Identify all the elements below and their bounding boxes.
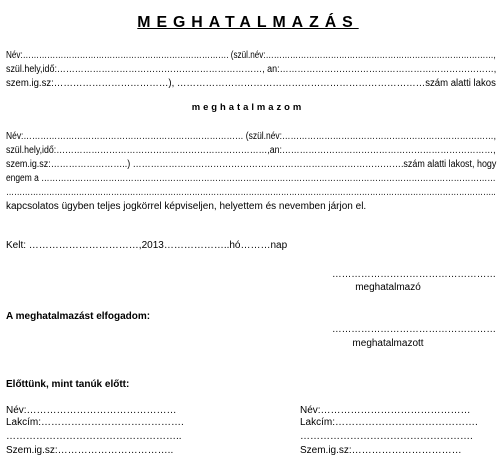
date-line: Kelt: ……………………………,2013………………..hó………nap xyxy=(6,240,288,251)
section-subtitle: meghatalmazom xyxy=(191,102,305,113)
agent-address-line: szem.ig.sz:……………………..) ……………………………………………………………………………….szám alatti lakost, hogy xyxy=(6,159,497,170)
witness-name-line: Név:……………………………………… xyxy=(6,405,177,416)
witness-id-line: Szem.ig.sz:…………………………….. xyxy=(6,445,174,456)
witnesses-heading: Előttünk, mint tanúk előtt: xyxy=(6,379,130,390)
principal-address-line: szem.ig.sz:………………………………), ……………………………………………………………………szám alatti lakos xyxy=(6,78,496,89)
scope-text: kapcsolatos ügyben teljes jogkörrel képviseljen, helyettem és nevemben járjon el. xyxy=(6,201,367,212)
principal-name-line: Név:…………………………………………………………………. (szül.név:…………………………………………………………………………, xyxy=(6,50,496,61)
witness-name-line: Név:……………………………………… xyxy=(300,405,471,416)
signature-line: …………………………………………… xyxy=(332,324,496,335)
acceptance-heading: A meghatalmazást elfogadom: xyxy=(6,311,151,322)
witness-id-line: Szem.ig.sz:…………………………… xyxy=(300,445,462,456)
witness-extra-line: ……………………………………………. xyxy=(300,431,473,442)
agent-matter-line: engem a ……………………………………………………………………………………………………………………………………………… xyxy=(6,173,496,184)
agent-name-line: Név:…………………………………………………………………… (szül.név:…………………………………………………………………, xyxy=(6,131,496,142)
principal-birth-line: szül.hely,idő:……………………………………………………………, an:………………………………………………………………, xyxy=(6,64,497,75)
agent-birth-line: szül.hely,idő:………………………………………………………………,an:………………………………………………………………, xyxy=(6,145,496,156)
document-title: MEGHATALMAZÁS xyxy=(137,14,359,31)
signature-line: …………………………………………… xyxy=(332,269,496,280)
witness-address-line: Lakcím:……………………………………. xyxy=(6,417,184,428)
signature-label: meghatalmazott xyxy=(352,338,424,349)
witness-extra-line: …………………………………………….. xyxy=(6,431,182,442)
witness-address-line: Lakcím:……………………………………. xyxy=(300,417,478,428)
signature-label: meghatalmazó xyxy=(355,282,421,293)
agent-matter-continuation: ……………………………………………………………………………………………………………………………………………………………….. xyxy=(6,187,496,198)
